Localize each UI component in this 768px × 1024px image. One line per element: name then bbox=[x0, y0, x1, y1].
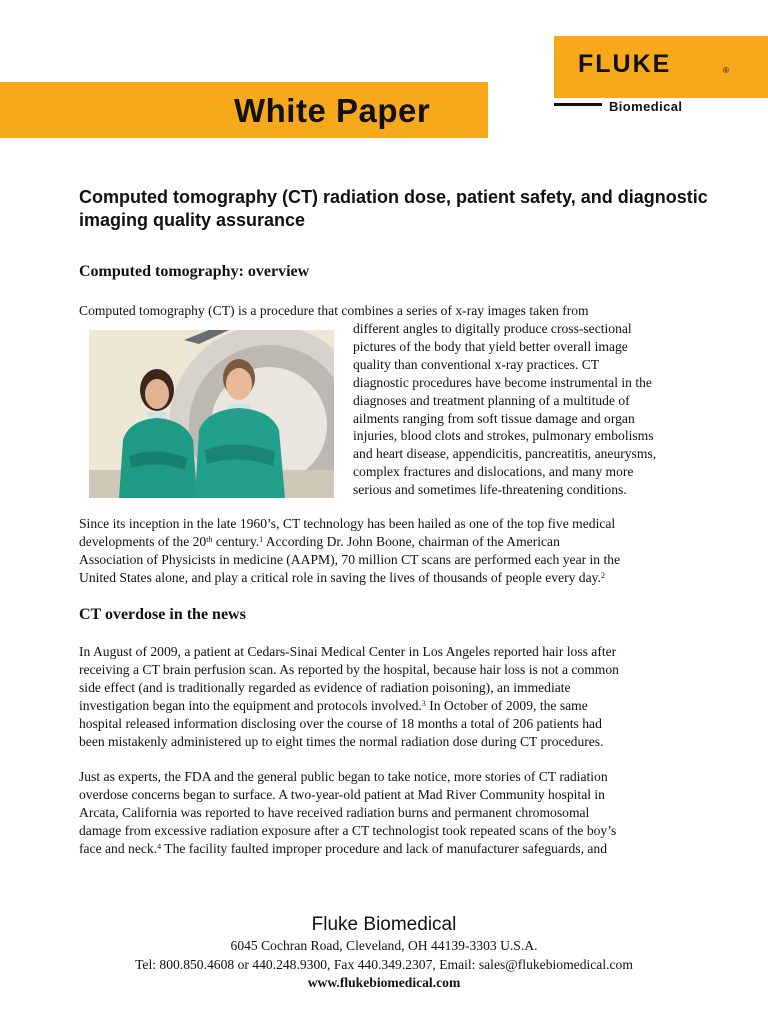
document-title: Computed tomography (CT) radiation dose, patient safety, and diagnostic imaging quality assurance bbox=[79, 187, 708, 230]
photo-illustration bbox=[89, 330, 334, 498]
registered-mark: ® bbox=[723, 66, 729, 75]
text-line: hospital released information disclosing over the course of 18 months a total of 206 patients had bbox=[79, 715, 602, 731]
text-line: overdose concerns began to surface. A two-year-old patient at Mad River Community hospital in bbox=[79, 786, 605, 802]
text-line bbox=[79, 569, 620, 587]
footnote-ref: 3 bbox=[421, 698, 426, 708]
text-line: Just as experts, the FDA and the general public began to take notice, more stories of CT radiation bbox=[79, 769, 608, 784]
overdose-paragraph-2 bbox=[79, 768, 616, 858]
clinicians-ct-scanner-photo bbox=[89, 330, 334, 498]
text-line: receiving a CT brain perfusion scan. As reported by the hospital, because hair loss is not a common bbox=[79, 661, 619, 677]
text-segment: century. bbox=[212, 533, 260, 549]
fluke-logo-wordmark: FLUKE bbox=[578, 50, 672, 78]
footer-address: 6045 Cochran Road, Cleveland, OH 44139-3303 U.S.A. bbox=[230, 938, 538, 953]
overdose-paragraph-1 bbox=[79, 643, 619, 750]
text-line: side effect (and is traditionally regarded as evidence of radiation poisoning), an immediate bbox=[79, 679, 571, 695]
text-segment: The facility faulted improper procedure and lack of manufacturer safeguards, and bbox=[161, 840, 608, 856]
text-line: been mistakenly administered up to eight times the normal radiation dose during CT procedures. bbox=[79, 733, 604, 749]
footnote-ref: 2 bbox=[600, 570, 605, 580]
text-line: complex fractures and dislocations, and many more bbox=[353, 464, 634, 480]
footer-contact: Tel: 800.850.4608 or 440.248.9300, Fax 440.349.2307, Email: sales@flukebiomedical.com bbox=[135, 957, 633, 972]
text-line: serious and sometimes life-threatening conditions. bbox=[353, 482, 627, 498]
text-line: Arcata, California was reported to have received radiation burns and permanent chromosomal bbox=[79, 804, 590, 820]
footer-website-link[interactable]: www.flukebiomedical.com bbox=[307, 975, 461, 990]
text-line: diagnostic procedures have become instrumental in the bbox=[353, 374, 652, 390]
overview-intro-first-line: Computed tomography (CT) is a procedure that combines a series of x-ray images taken from bbox=[79, 303, 589, 318]
overview-intro-wrapped-text bbox=[353, 320, 656, 499]
footnote-ref: 1 bbox=[259, 534, 264, 544]
text-line: and heart disease, appendicitis, pancreatitis, aneurysms, bbox=[353, 446, 657, 462]
text-segment: In October of 2009, the same bbox=[425, 697, 588, 713]
text-line: quality than conventional x-ray practices. CT bbox=[353, 356, 600, 372]
text-line bbox=[79, 533, 620, 551]
overview-paragraph-2 bbox=[79, 515, 620, 587]
footer-company-name: Fluke Biomedical bbox=[311, 914, 457, 935]
white-paper-label: White Paper bbox=[234, 92, 431, 129]
text-line bbox=[79, 697, 619, 715]
section-heading-overdose: CT overdose in the news bbox=[79, 606, 246, 623]
text-line: Association of Physicists in medicine (AAPM), 70 million CT scans are performed each year in the bbox=[79, 551, 621, 567]
text-line: different angles to digitally produce cross-sectional bbox=[353, 321, 632, 336]
fluke-logo-subtitle: Biomedical bbox=[609, 99, 683, 114]
logo-rule-divider bbox=[554, 103, 602, 106]
section-heading-overview: Computed tomography: overview bbox=[79, 263, 310, 280]
text-segment: According Dr. John Boone, chairman of the American bbox=[263, 533, 560, 549]
text-line: diagnoses and treatment planning of a multitude of bbox=[353, 392, 630, 408]
text-line: injuries, blood clots and strokes, pulmonary embolisms bbox=[353, 428, 654, 444]
text-line bbox=[79, 840, 616, 858]
text-segment: face and neck. bbox=[79, 840, 158, 856]
footnote-ref: 4 bbox=[157, 841, 162, 851]
text-line: ailments ranging from soft tissue damage and organ bbox=[353, 410, 635, 426]
text-line: In August of 2009, a patient at Cedars-Sinai Medical Center in Los Angeles reported hair loss after bbox=[79, 644, 617, 659]
text-segment: investigation began into the equipment and protocols involved. bbox=[79, 697, 422, 713]
text-segment: developments of the 20 bbox=[79, 533, 207, 549]
text-segment: United States alone, and play a critical role in saving the lives of thousands of people every day. bbox=[79, 569, 601, 585]
text-line: damage from excessive radiation exposure after a CT technologist took repeated scans of the boy’s bbox=[79, 822, 617, 838]
text-line: Since its inception in the late 1960’s, CT technology has been hailed as one of the top five medical bbox=[79, 516, 616, 531]
superscript: th bbox=[206, 534, 213, 544]
text-line: pictures of the body that yield better overall image bbox=[353, 338, 628, 354]
